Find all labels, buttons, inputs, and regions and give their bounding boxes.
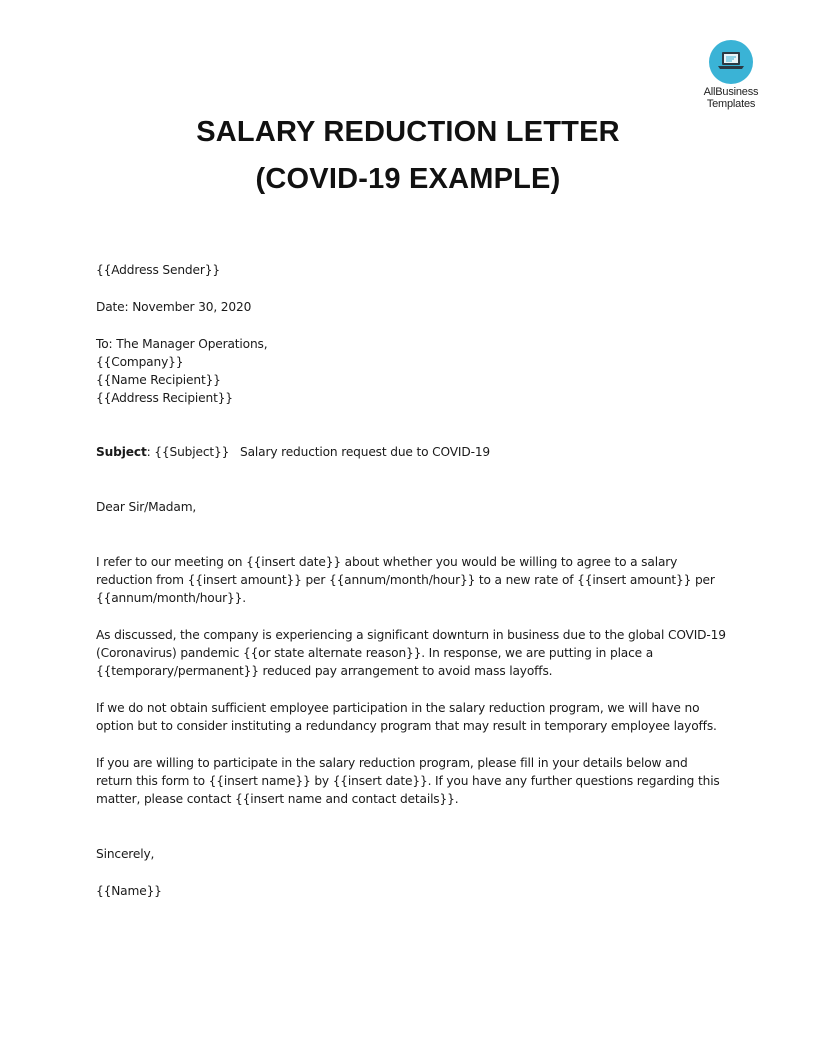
recipient-name: {{Name Recipient}} <box>96 373 221 387</box>
laptop-icon <box>709 40 753 84</box>
sender-address: {{Address Sender}} <box>96 263 220 277</box>
company-logo <box>690 40 772 110</box>
recipient-company: {{Company}} <box>96 355 184 369</box>
paragraph-line: (Coronavirus) pandemic {{or state alternate reason}}. In response, we are putting in place a <box>96 646 654 660</box>
signature-name: {{Name}} <box>96 884 162 898</box>
subject-placeholder: : {{Subject}} <box>146 445 230 459</box>
paragraph-line: If we do not obtain sufficient employee participation in the salary reduction program, we will have no <box>96 701 700 715</box>
letter-date: Date: November 30, 2020 <box>96 300 252 314</box>
paragraph-line: {{temporary/permanent}} reduced pay arrangement to avoid mass layoffs. <box>96 664 553 678</box>
closing: Sincerely, <box>96 847 155 861</box>
logo-text-line2: Templates <box>706 98 756 110</box>
subject-text: Salary reduction request due to COVID-19 <box>240 445 491 459</box>
salutation: Dear Sir/Madam, <box>96 500 197 514</box>
paragraph-line: {{annum/month/hour}}. <box>96 591 246 605</box>
paragraph-line: reduction from {{insert amount}} per {{annum/month/hour}} to a new rate of {{insert amount}} per <box>96 573 715 587</box>
document-title-line2: (COVID-19 EXAMPLE) <box>255 163 561 195</box>
logo-text-line1: AllBusiness <box>703 86 759 98</box>
recipient-address: {{Address Recipient}} <box>96 391 233 405</box>
paragraph-line: matter, please contact {{insert name and contact details}}. <box>96 792 459 806</box>
paragraph-line: return this form to {{insert name}} by {{insert date}}. If you have any further questions regarding this <box>96 774 720 788</box>
recipient-to: To: The Manager Operations, <box>96 337 268 351</box>
paragraph-line: If you are willing to participate in the salary reduction program, please fill in your details below and <box>96 756 688 770</box>
paragraph-line: As discussed, the company is experiencing a significant downturn in business due to the global COVID-19 <box>96 628 726 642</box>
subject-line <box>96 443 716 461</box>
paragraph-line: I refer to our meeting on {{insert date}} about whether you would be willing to agree to a salary <box>96 555 678 569</box>
paragraph-line: option but to consider instituting a redundancy program that may result in temporary employee layoffs. <box>96 719 717 733</box>
document-title-line1: SALARY REDUCTION LETTER <box>196 116 620 148</box>
subject-label: Subject <box>96 445 147 459</box>
